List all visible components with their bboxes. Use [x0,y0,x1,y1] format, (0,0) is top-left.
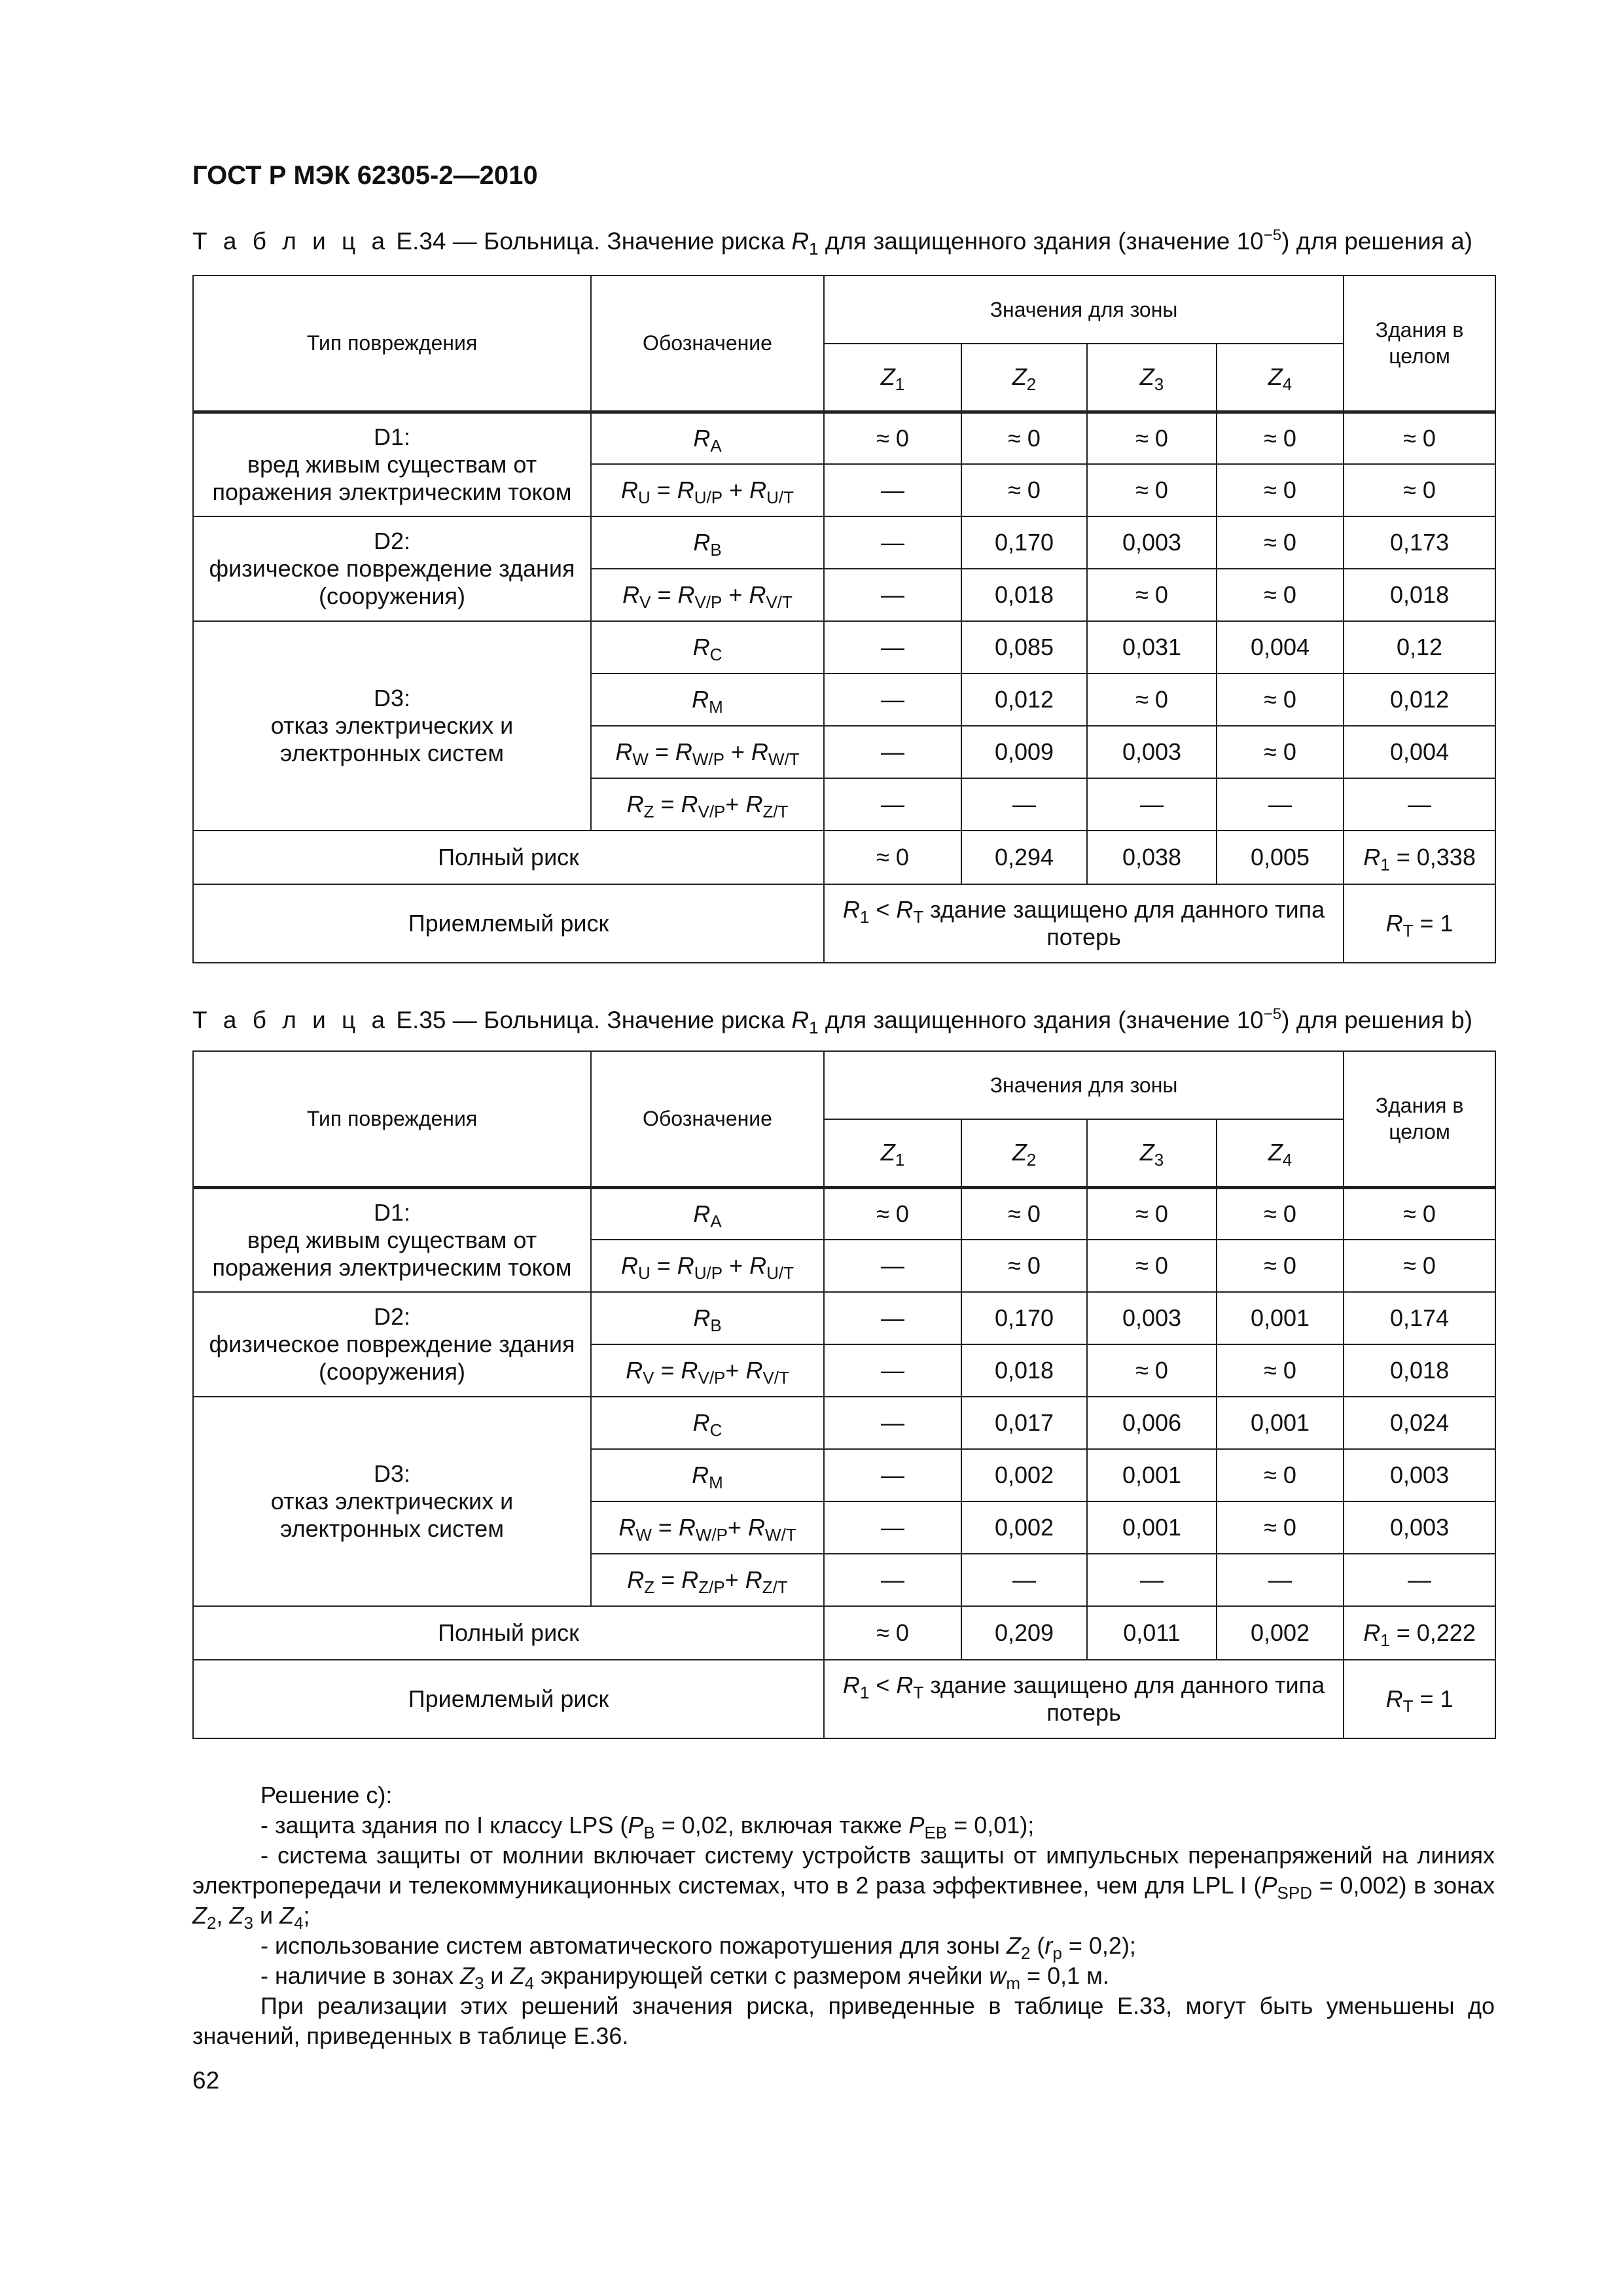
risk-value: 0,009 [961,726,1087,778]
risk-value: 0,024 [1344,1397,1495,1449]
caption-number: Е.35 [396,1007,446,1033]
risk-value: ≈ 0 [1217,1501,1344,1554]
risk-value: ≈ 0 [1217,1344,1344,1397]
risk-symbol: $R_M$ [591,1449,824,1501]
damage-group-title: D1: [373,1198,411,1226]
col-damage-type: Тип повреждения [193,1051,591,1187]
damage-group-desc: отказ электрических и электронных систем [270,712,514,766]
risk-value: ≈ 0 [1344,464,1495,516]
damage-group [193,412,591,516]
total-risk-row [193,1606,1495,1660]
risk-value: — [961,1554,1087,1606]
damage-group-title: D2: [373,528,411,554]
risk-value: 0,001 [1087,1501,1217,1554]
zone-header: $Z_3$ [1087,344,1217,412]
acceptable-risk-label: Приемлемый риск [193,884,824,963]
risk-value: ≈ 0 [1217,1449,1344,1501]
risk-value: — [824,726,961,778]
risk-value: ≈ 0 [1087,1187,1217,1240]
acceptable-risk-row [193,1660,1495,1738]
total-risk-label: Полный риск [193,1606,824,1660]
table-e34-caption [192,226,1472,259]
acceptable-risk-value: $R_T = 1$ [1344,1660,1495,1738]
risk-value: 0,001 [1217,1397,1344,1449]
risk-value: ≈ 0 [1217,1187,1344,1240]
total-risk-value: $R_1 = 0,222$ [1344,1606,1495,1660]
table-row [193,516,1495,569]
risk-symbol: $R_W = R_{W/P} + R_{W/T}$ [591,726,824,778]
table-row [193,412,1495,464]
damage-group-desc: отказ электрических и электронных систем [270,1488,514,1542]
damage-group-desc: физическое повреждение здания (сооружения) [209,555,575,609]
risk-symbol: $R_U = R_{U/P} + R_{U/T}$ [591,1240,824,1292]
total-risk-value: 0,294 [961,831,1087,884]
damage-group-desc: вред живым существам от поражения электрическим током [212,450,572,505]
total-risk-row [193,831,1495,884]
risk-value: ≈ 0 [1217,726,1344,778]
risk-value: 0,018 [961,1344,1087,1397]
total-risk-value: $R_1 = 0,338$ [1344,831,1495,884]
risk-value: ≈ 0 [1087,412,1217,464]
col-damage-type: Тип повреждения [193,276,591,412]
total-risk-value: 0,005 [1217,831,1344,884]
risk-value: 0,001 [1217,1292,1344,1344]
risk-value: 0,003 [1344,1501,1495,1554]
total-risk-label: Полный риск [193,831,824,884]
damage-group-title: D2: [373,1303,411,1330]
risk-value: — [824,1240,961,1292]
note-line: Решение с): [260,1782,393,1808]
risk-value: 0,173 [1344,516,1495,569]
risk-value: ≈ 0 [1217,464,1344,516]
risk-symbol: $R_C$ [591,1397,824,1449]
damage-group [193,1292,591,1397]
risk-value: ≈ 0 [1217,1240,1344,1292]
risk-symbol: $R_B$ [591,516,824,569]
risk-value: ≈ 0 [1217,516,1344,569]
acceptable-risk-label: Приемлемый риск [193,1660,824,1738]
caption-text: — Больница. Значение риска $R_1$ для защищенного здания (значение $10^{-5}$) для решения а) [452,226,1472,259]
risk-symbol: $R_V = R_{V/P}+ R_{V/T}$ [591,1344,824,1397]
risk-value: ≈ 0 [1087,1344,1217,1397]
table-e35 [192,1050,1496,1739]
caption-number: Е.34 [396,228,446,255]
risk-value: 0,012 [1344,673,1495,726]
col-designation: Обозначение [591,1051,824,1187]
header-row-top [193,276,1495,344]
risk-value: ≈ 0 [961,464,1087,516]
risk-value: — [824,516,961,569]
damage-group [193,516,591,621]
zone-header: $Z_3$ [1087,1119,1217,1187]
risk-symbol: $R_Z = R_{Z/P}+ R_{Z/T}$ [591,1554,824,1606]
risk-value: 0,018 [1344,569,1495,621]
table-row [193,1397,1495,1449]
risk-value: — [1087,778,1217,831]
note-line: При реализации этих решений значения риска, приведенные в таблице Е.33, могут быть уменьшены до значений, приведенных в таблице Е.36. [192,1992,1495,2049]
risk-value: — [1344,1554,1495,1606]
risk-value: — [824,1397,961,1449]
total-risk-value: 0,209 [961,1606,1087,1660]
risk-value: 0,004 [1344,726,1495,778]
risk-value: ≈ 0 [1217,569,1344,621]
risk-value: 0,002 [961,1501,1087,1554]
risk-value: 0,174 [1344,1292,1495,1344]
col-whole-building: Здания в целом [1344,276,1495,412]
risk-value: — [824,1501,961,1554]
risk-value: — [1344,778,1495,831]
risk-symbol: $R_A$ [591,1187,824,1240]
risk-value: 0,003 [1087,726,1217,778]
risk-value: — [1217,1554,1344,1606]
damage-group-desc: вред живым существам от поражения электрическим током [212,1226,572,1281]
risk-value: 0,018 [961,569,1087,621]
damage-group [193,1397,591,1606]
risk-value: 0,085 [961,621,1087,673]
zone-header: $Z_2$ [961,1119,1087,1187]
total-risk-value: ≈ 0 [824,831,961,884]
risk-value: 0,017 [961,1397,1087,1449]
zone-header: $Z_2$ [961,344,1087,412]
col-zone-values: Значения для зоны [824,276,1344,344]
risk-value: ≈ 0 [961,1187,1087,1240]
damage-group-desc: физическое повреждение здания (сооружения) [209,1331,575,1385]
risk-value: — [824,1554,961,1606]
risk-value: ≈ 0 [824,412,961,464]
risk-value: — [824,621,961,673]
damage-group [193,1187,591,1292]
total-risk-value: 0,002 [1217,1606,1344,1660]
risk-value: 0,170 [961,516,1087,569]
risk-value: — [824,1292,961,1344]
risk-value: ≈ 0 [1344,1240,1495,1292]
document-header: ГОСТ Р МЭК 62305-2—2010 [192,161,538,190]
risk-value: ≈ 0 [1087,464,1217,516]
damage-group-title: D3: [373,685,411,711]
risk-symbol: $R_C$ [591,621,824,673]
risk-symbol: $R_U = R_{U/P} + R_{U/T}$ [591,464,824,516]
risk-value: 0,006 [1087,1397,1217,1449]
risk-symbol: $R_V = R_{V/P} + R_{V/T}$ [591,569,824,621]
zone-header: $Z_4$ [1217,344,1344,412]
risk-value: 0,003 [1087,1292,1217,1344]
risk-value: — [1087,1554,1217,1606]
risk-value: 0,004 [1217,621,1344,673]
header-row-top [193,1051,1495,1119]
risk-value: 0,012 [961,673,1087,726]
table-row [193,1187,1495,1240]
risk-value: — [824,1449,961,1501]
risk-value: ≈ 0 [1087,569,1217,621]
risk-value: ≈ 0 [1344,1187,1495,1240]
risk-symbol: $R_Z = R_{V/P}+ R_{Z/T}$ [591,778,824,831]
total-risk-value: 0,038 [1087,831,1217,884]
zone-header: $Z_1$ [824,344,961,412]
acceptable-risk-row [193,884,1495,963]
total-risk-value: ≈ 0 [824,1606,961,1660]
risk-value: — [824,569,961,621]
risk-value: ≈ 0 [1217,673,1344,726]
risk-value: ≈ 0 [1087,673,1217,726]
col-zone-values: Значения для зоны [824,1051,1344,1119]
risk-value: 0,001 [1087,1449,1217,1501]
solution-notes [192,1780,1495,2051]
risk-value: 0,003 [1087,516,1217,569]
table-e35-caption [192,1005,1472,1037]
risk-symbol: $R_W = R_{W/P}+ R_{W/T}$ [591,1501,824,1554]
risk-value: ≈ 0 [961,412,1087,464]
risk-value: 0,003 [1344,1449,1495,1501]
risk-value: 0,018 [1344,1344,1495,1397]
risk-value: 0,170 [961,1292,1087,1344]
damage-group-title: D3: [373,1460,411,1487]
table-e34 [192,275,1496,963]
risk-value: ≈ 0 [961,1240,1087,1292]
damage-group-title: D1: [373,423,411,450]
note-line: - использование систем автоматического пожаротушения для зоны $Z_2$ $(r_p = 0,2)$; [260,1932,1136,1963]
risk-value: 0,031 [1087,621,1217,673]
risk-symbol: $R_B$ [591,1292,824,1344]
risk-symbol: $R_M$ [591,673,824,726]
risk-value: — [824,778,961,831]
caption-label: Т а б л и ц а [192,1007,390,1033]
risk-value: — [824,1344,961,1397]
col-designation: Обозначение [591,276,824,412]
risk-value: — [824,464,961,516]
table-row [193,1292,1495,1344]
risk-symbol: $R_A$ [591,412,824,464]
damage-group [193,621,591,831]
note-line: - система защиты от молнии включает систему устройств защиты от импульсных перенапряжений на линиях электропередачи и телекоммуникационных системах, что в 2 раза эффективнее, чем для LPL I $(P_{SPD} = 0,002)$ в зонах $Z_2$, $Z_3$ и $Z_4$; [192,1842,1495,1933]
risk-value: ≈ 0 [824,1187,961,1240]
risk-value: 0,002 [961,1449,1087,1501]
page-number: 62 [192,2067,220,2094]
zone-header: $Z_4$ [1217,1119,1344,1187]
risk-value: — [961,778,1087,831]
note-line: - наличие в зонах $Z_3$ и $Z_4$ экранирующей сетки с размером ячейки $w_m = 0,1$ м. [260,1962,1109,1993]
risk-value: ≈ 0 [1087,1240,1217,1292]
risk-value: ≈ 0 [1217,412,1344,464]
risk-value: ≈ 0 [1344,412,1495,464]
risk-value: — [824,673,961,726]
caption-label: Т а б л и ц а [192,228,390,255]
zone-header: $Z_1$ [824,1119,961,1187]
col-whole-building: Здания в целом [1344,1051,1495,1187]
acceptable-risk-value: $R_T = 1$ [1344,884,1495,963]
note-line: - защита здания по I классу LPS ($P_B = 0,02$, включая также $P_{EB} = 0,01$); [260,1812,1035,1842]
acceptable-risk-text: $R_1 < R_T$ здание защищено для данного типа потерь [824,1660,1344,1738]
risk-value: — [1217,778,1344,831]
table-row [193,621,1495,673]
acceptable-risk-text: $R_1 < R_T$ здание защищено для данного типа потерь [824,884,1344,963]
caption-text: — Больница. Значение риска $R_1$ для защищенного здания (значение $10^{-5}$) для решения b) [452,1005,1472,1037]
total-risk-value: 0,011 [1087,1606,1217,1660]
risk-value: 0,12 [1344,621,1495,673]
